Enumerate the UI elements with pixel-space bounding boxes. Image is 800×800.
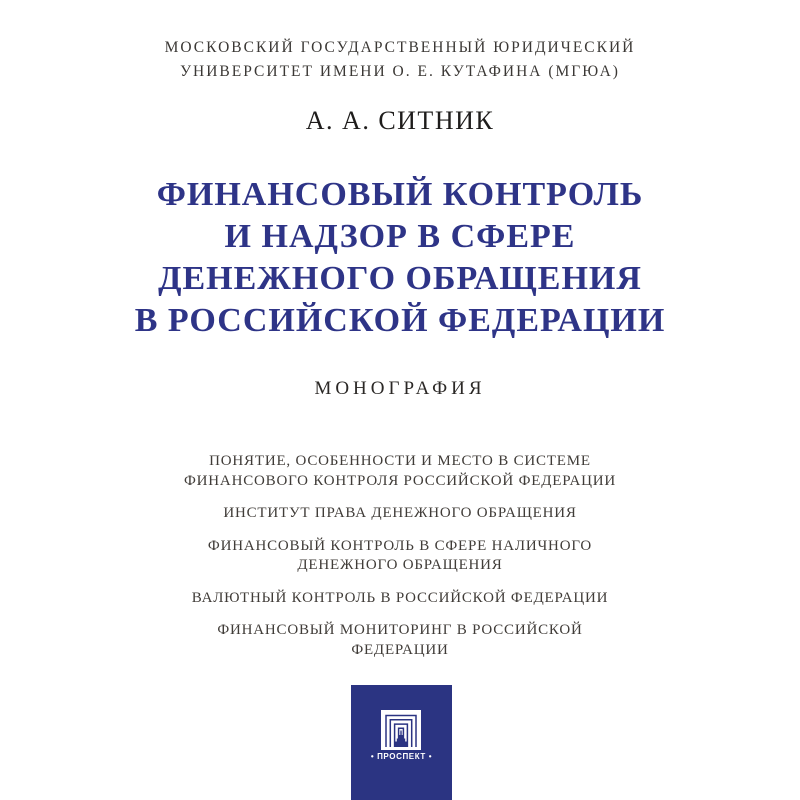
publisher-label: • ПРОСПЕКТ • [370,752,433,761]
topic-line: ФЕДЕРАЦИИ [351,641,449,658]
university-name-line2: УНИВЕРСИТЕТ ИМЕНИ О. Е. КУТАФИНА (МГЮА) [180,63,620,80]
book-title-line3: ДЕНЕЖНОГО ОБРАЩЕНИЯ [158,260,642,297]
topic-line: ИНСТИТУТ ПРАВА ДЕНЕЖНОГО ОБРАЩЕНИЯ [223,505,577,521]
prospekt-emblem-icon [381,710,421,750]
book-title [0,174,800,342]
topic-line: ДЕНЕЖНОГО ОБРАЩЕНИЯ [297,557,503,573]
topic-line: ФИНАНСОВОГО КОНТРОЛЯ РОССИЙСКОЙ ФЕДЕРАЦИИ [184,472,616,489]
university-name [0,36,800,84]
topic-item [0,452,800,491]
topic-line: ФИНАНСОВЫЙ МОНИТОРИНГ В РОССИЙСКОЙ [217,622,583,638]
book-title-line1: ФИНАНСОВЫЙ КОНТРОЛЬ [156,176,644,213]
author-name: А. А. СИТНИК [305,106,495,135]
book-title-line4: В РОССИЙСКОЙ ФЕДЕРАЦИИ [134,302,666,339]
topic-item [0,589,800,609]
topic-item [0,537,800,576]
publisher-logo-prospekt [351,685,452,800]
topic-line: ФИНАНСОВЫЙ КОНТРОЛЬ В СФЕРЕ НАЛИЧНОГО [207,537,593,554]
topics-list [0,452,800,673]
university-name-line1: МОСКОВСКИЙ ГОСУДАРСТВЕННЫЙ ЮРИДИЧЕСКИЙ [164,39,636,56]
book-title-line2: И НАДЗОР В СФЕРЕ [224,218,576,255]
topic-item [0,621,800,660]
topic-line: ВАЛЮТНЫЙ КОНТРОЛЬ В РОССИЙСКОЙ ФЕДЕРАЦИИ [191,589,609,606]
topic-item [0,504,800,524]
topic-line: ПОНЯТИЕ, ОСОБЕННОСТИ И МЕСТО В СИСТЕМЕ [209,453,591,469]
subtitle-monograph: МОНОГРАФИЯ [314,378,486,399]
